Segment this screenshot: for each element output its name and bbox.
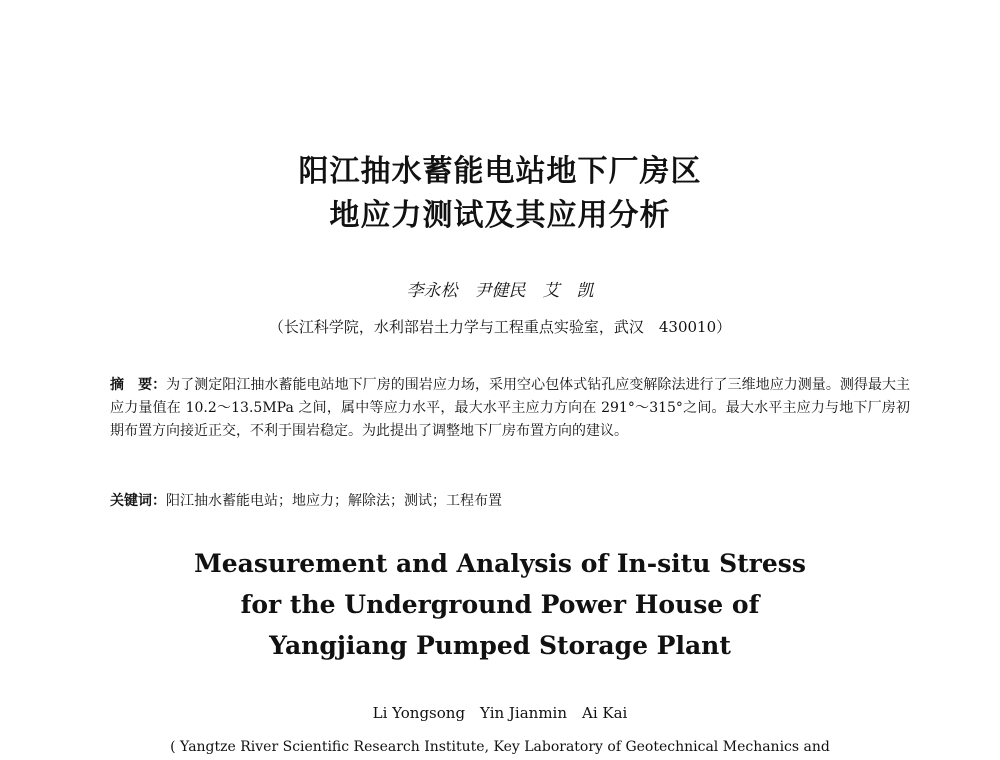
chinese-affiliation: （长江科学院，水利部岩土力学与工程重点实验室，武汉 430010） [268,318,732,336]
chinese-title-line-1: 阳江抽水蓄能电站地下厂房区 [298,154,702,189]
keywords-text: 阳江抽水蓄能电站；地应力；解除法；测试；工程布置 [166,493,502,509]
english-title [0,543,1000,666]
chinese-keywords [110,490,910,512]
english-authors: Li Yongsong Yin Jianmin Ai Kai [372,704,628,722]
chinese-title [0,150,1000,238]
chinese-abstract [110,374,910,443]
english-affiliation: ( Yangtze River Scientific Research Institute, Key Laboratory of Geotechnical Mechanics and [170,739,830,755]
keywords-label: 关键词： [110,493,166,509]
english-title-line-3: Yangjiang Pumped Storage Plant [269,631,731,660]
chinese-title-line-2: 地应力测试及其应用分析 [329,198,671,233]
english-title-line-1: Measurement and Analysis of In-situ Stress [194,549,806,578]
english-title-line-2: for the Underground Power House of [240,590,760,619]
abstract-label: 摘 要： [110,377,167,393]
abstract-text: 为了测定阳江抽水蓄能电站地下厂房的围岩应力场，采用空心包体式钻孔应变解除法进行了三维地应力测量。测得最大主应力量值在 10.2～13.5MPa 之间，属中等应力水平，最大水平主应力方向在 291°～315°之间。最大水平主应力与地下厂房初期布置方向接近正交，不利于围岩稳定。为此提出了调整地下厂房布置方向的建议。 [110,377,911,439]
chinese-authors: 李永松 尹健民 艾 凯 [406,281,594,301]
